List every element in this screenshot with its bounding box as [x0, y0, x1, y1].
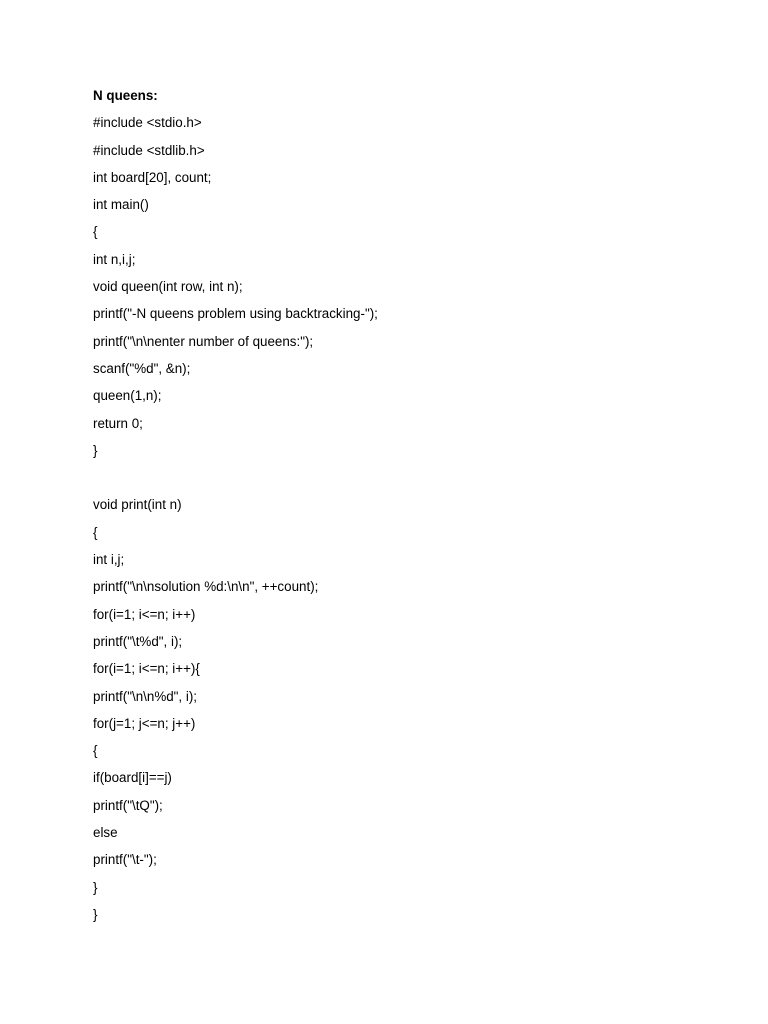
document-heading: N queens:	[93, 88, 158, 103]
code-line: void queen(int row, int n);	[93, 279, 243, 295]
code-line: }	[93, 442, 98, 458]
code-line: {	[93, 224, 98, 240]
code-line: for(i=1; i<=n; i++)	[93, 606, 196, 622]
code-line: for(i=1; i<=n; i++){	[93, 661, 200, 677]
code-line: scanf("%d", &n);	[93, 360, 191, 376]
code-line: int main()	[93, 197, 149, 213]
code-line: printf("\tQ");	[93, 797, 163, 813]
code-line: int i,j;	[93, 552, 125, 568]
code-line: }	[93, 879, 98, 895]
code-line: queen(1,n);	[93, 388, 162, 404]
code-line: printf("-N queens problem using backtracking-");	[93, 306, 378, 322]
code-line: else	[93, 825, 118, 841]
document-body	[93, 86, 693, 932]
code-line: printf("\n\nsolution %d:\n\n", ++count);	[93, 579, 319, 595]
code-line: printf("\t%d", i);	[93, 633, 183, 649]
code-line: {	[93, 524, 98, 540]
code-line: void print(int n)	[93, 497, 182, 513]
blank-line	[93, 468, 693, 495]
code-line: printf("\t-");	[93, 852, 157, 868]
code-line: printf("\n\n%d", i);	[93, 688, 198, 704]
code-line: int n,i,j;	[93, 251, 136, 267]
code-line: }	[93, 906, 98, 922]
code-line: for(j=1; j<=n; j++)	[93, 715, 196, 731]
code-line: printf("\n\nenter number of queens:");	[93, 333, 314, 349]
code-line: return 0;	[93, 415, 143, 431]
code-line: if(board[i]==j)	[93, 770, 172, 786]
code-line: int board[20], count;	[93, 169, 212, 185]
code-line: #include <stdio.h>	[93, 115, 202, 131]
code-line: {	[93, 743, 98, 759]
code-line: #include <stdlib.h>	[93, 142, 205, 158]
